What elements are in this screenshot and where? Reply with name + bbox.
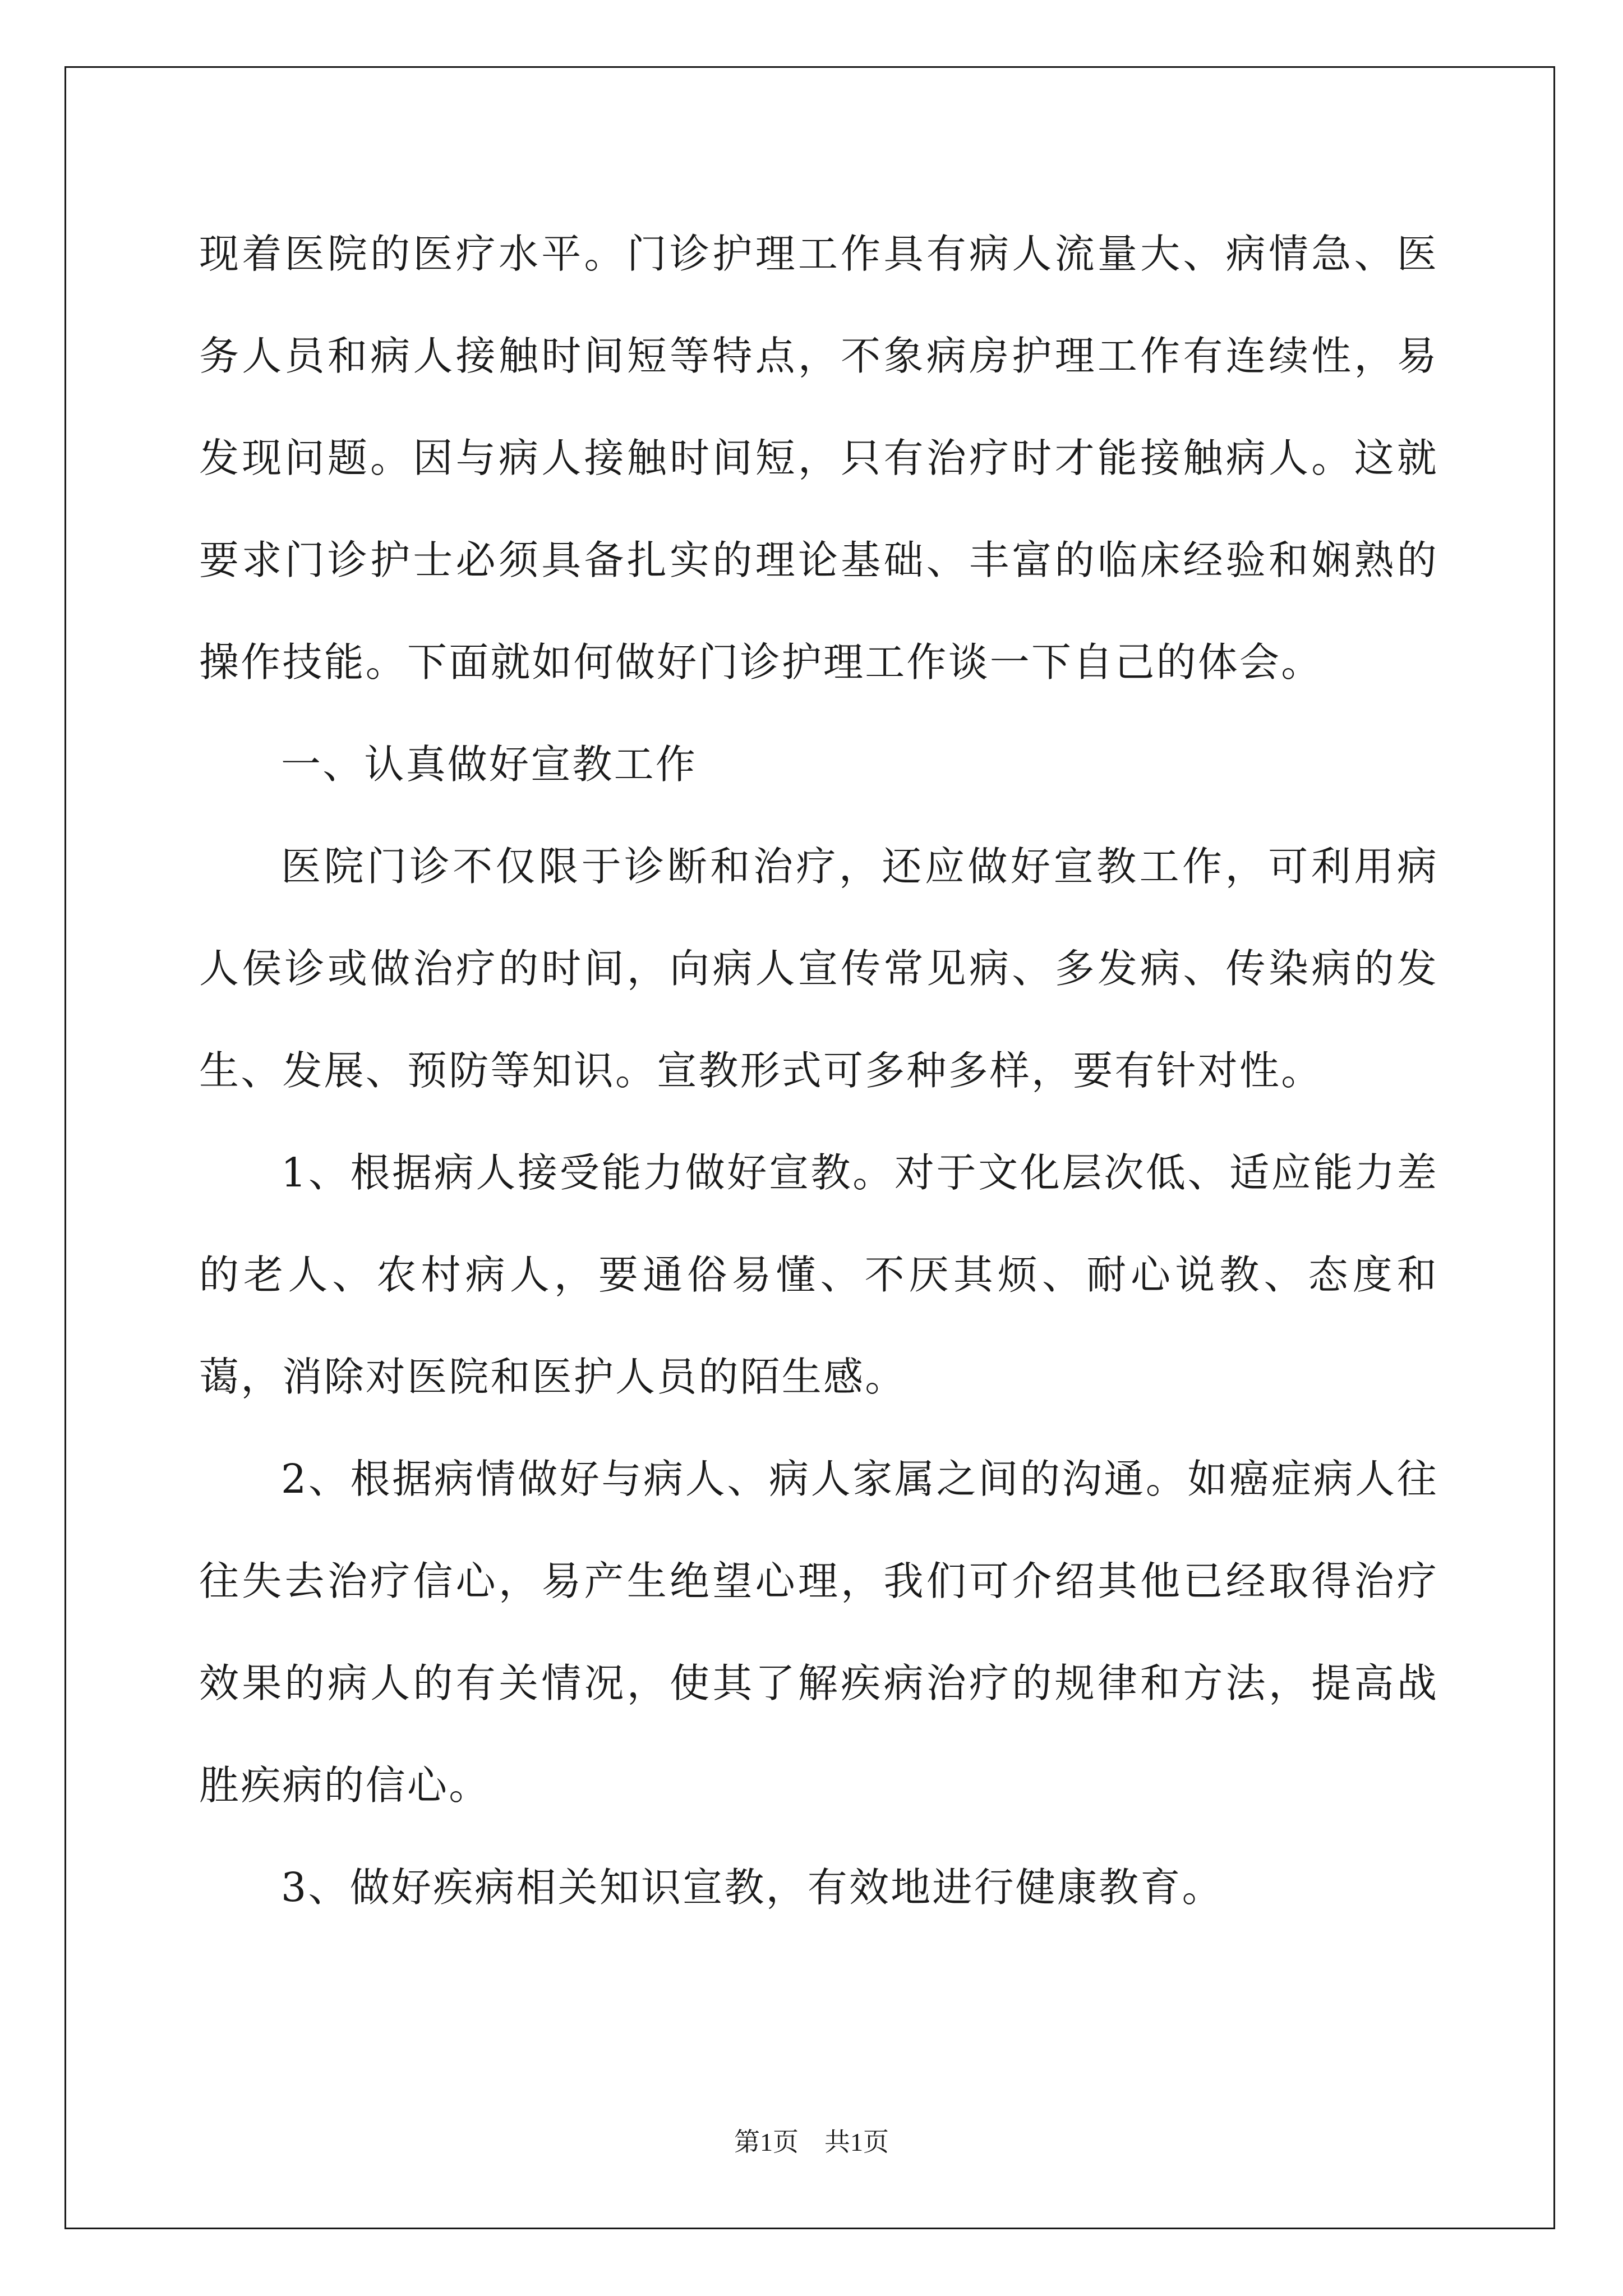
paragraph-section-body: 医院门诊不仅限于诊断和治疗，还应做好宣教工作，可利用病人侯诊或做治疗的时间，向病人宣传常见病、多发病、传染病的发生、发展、预防等知识。宣教形式可多种多样，要有针对性。 [199,843,1438,1094]
section-heading: 一、认真做好宣教工作 [281,741,698,788]
page-number: 第1页 [734,2128,799,2156]
document-body [199,203,1438,1939]
list-item-1: 1、根据病人接受能力做好宣教。对于文化层次低、适应能力差的老人、农村病人，要通俗易懂、不厌其烦、耐心说教、态度和蔼，消除对医院和医护人员的陌生感。 [199,1149,1438,1400]
page-total: 共1页 [824,2128,889,2156]
paragraph-intro: 现着医院的医疗水平。门诊护理工作具有病人流量大、病情急、医务人员和病人接触时间短等特点，不象病房护理工作有连续性，易发现问题。因与病人接触时间短，只有治疗时才能接触病人。这就要求门诊护士必须具备扎实的理论基础、丰富的临床经验和娴熟的操作技能。下面就如何做好门诊护理工作谈一下自己的体会。 [199,231,1438,685]
page-footer [0,2122,1623,2159]
list-item-2: 2、根据病情做好与病人、病人家属之间的沟通。如癌症病人往往失去治疗信心，易产生绝望心理，我们可介绍其他已经取得治疗效果的病人的有关情况，使其了解疾病治疗的规律和方法，提高战胜疾病的信心。 [199,1456,1438,1809]
list-item-3: 3、做好疾病相关知识宣教，有效地进行健康教育。 [281,1864,1224,1911]
